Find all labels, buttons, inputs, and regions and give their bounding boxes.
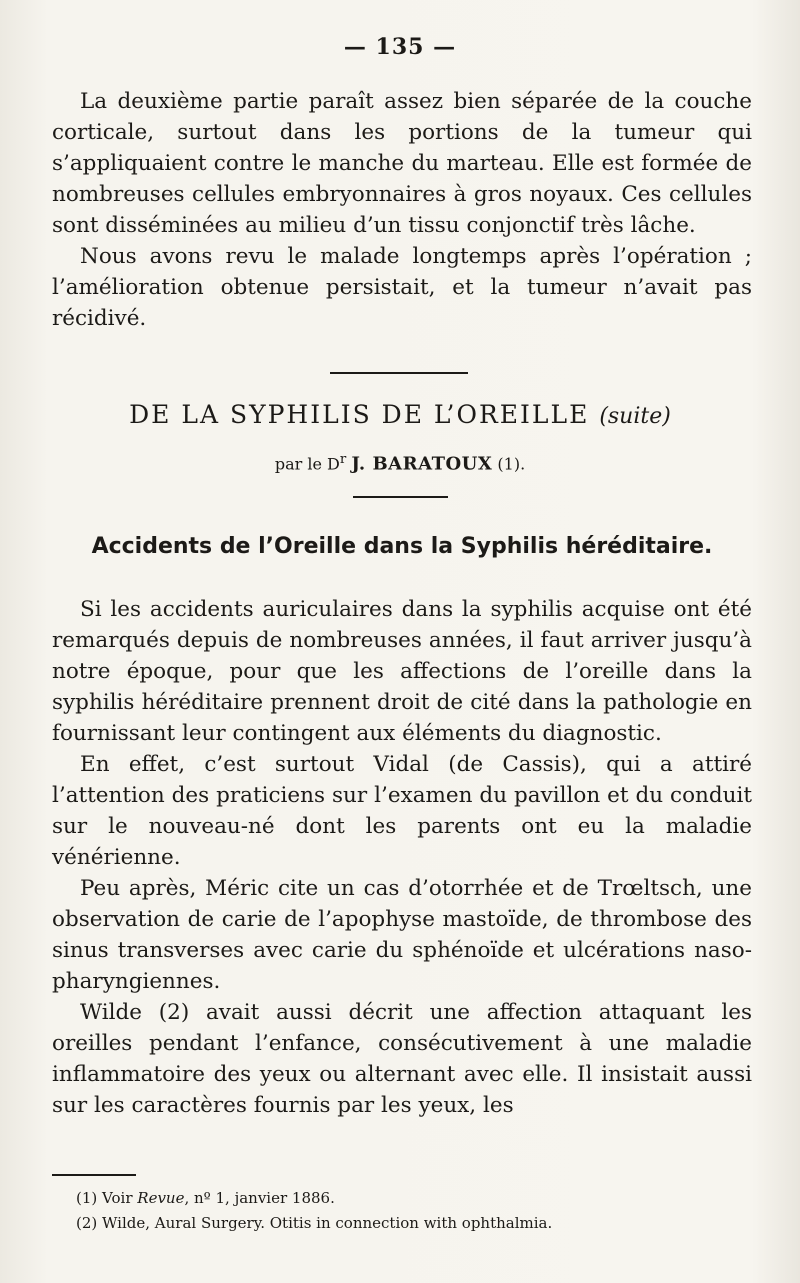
body-text-block bbox=[52, 594, 752, 1121]
footnote-marker: (2) bbox=[76, 1214, 98, 1232]
page-number: — 135 — bbox=[343, 34, 457, 60]
intro-text-block bbox=[52, 86, 752, 334]
body-paragraph: Peu après, Méric cite un cas d’otorrhée et de Trœltsch, une observation de carie de l’apophyse mastoïde, de thrombose des sinus transverses avec carie du sphénoïde et ulcérations naso-pharyngiennes. bbox=[52, 876, 752, 994]
byline-note: (1). bbox=[497, 454, 526, 474]
section-heading: Accidents de l’Oreille dans la Syphilis héréditaire. bbox=[91, 534, 713, 559]
footnote-journal: Revue bbox=[137, 1189, 185, 1207]
byline-prefix: par le D bbox=[274, 454, 340, 474]
footnote-2 bbox=[76, 1211, 756, 1236]
footnote-rest: , nº 1, janvier 1886. bbox=[184, 1189, 335, 1207]
title-divider bbox=[353, 496, 448, 498]
article-byline bbox=[0, 452, 800, 474]
article-title-suffix: (suite) bbox=[599, 404, 671, 429]
body-paragraph: Wilde (2) avait aussi décrit une affection attaquant les oreilles pendant l’enfance, consécutivement à une maladie inflammatoire des yeux ou alternant avec elle. Il insistait aussi sur les caractères fournis par les yeux, les bbox=[52, 1000, 752, 1118]
footnotes bbox=[76, 1186, 756, 1236]
footnote-rule bbox=[52, 1174, 136, 1176]
byline-superscript: r bbox=[339, 452, 347, 467]
footnote-text: Wilde, Aural Surgery. Otitis in connection with ophthalmia. bbox=[102, 1214, 553, 1232]
article-title bbox=[0, 400, 800, 429]
intro-paragraph: La deuxième partie paraît assez bien séparée de la couche corticale, surtout dans les portions de la tumeur qui s’appliquaient contre le manche du marteau. Elle est formée de nombreuses cellules embryonnaires à gros noyaux. Ces cellules sont disséminées au milieu d’un tissu conjonctif très lâche. bbox=[52, 89, 752, 238]
intro-paragraph: Nous avons revu le malade longtemps après l’opération ; l’amélioration obtenue persistait, et la tumeur n’avait pas récidivé. bbox=[52, 244, 752, 331]
footnote-prefix: Voir bbox=[102, 1189, 133, 1207]
body-paragraph: Si les accidents auriculaires dans la syphilis acquise ont été remarqués depuis de nombreuses années, il faut arriver jusqu’à notre époque, pour que les affections de l’oreille dans la syphilis héréditaire prennent droit de cité dans la pathologie en fournissant leur contingent aux éléments du diagnostic. bbox=[52, 597, 752, 746]
byline-author: J. BARATOUX bbox=[351, 453, 493, 475]
article-title-text: DE LA SYPHILIS DE L’OREILLE bbox=[129, 400, 590, 429]
body-paragraph: En effet, c’est surtout Vidal (de Cassis), qui a attiré l’attention des praticiens sur l’examen du pavillon et du conduit sur le nouveau-né dont les parents ont eu la maladie vénérienne. bbox=[52, 752, 752, 870]
footnote-marker: (1) bbox=[76, 1189, 98, 1207]
footnote-1 bbox=[76, 1186, 756, 1211]
section-divider bbox=[330, 372, 468, 374]
